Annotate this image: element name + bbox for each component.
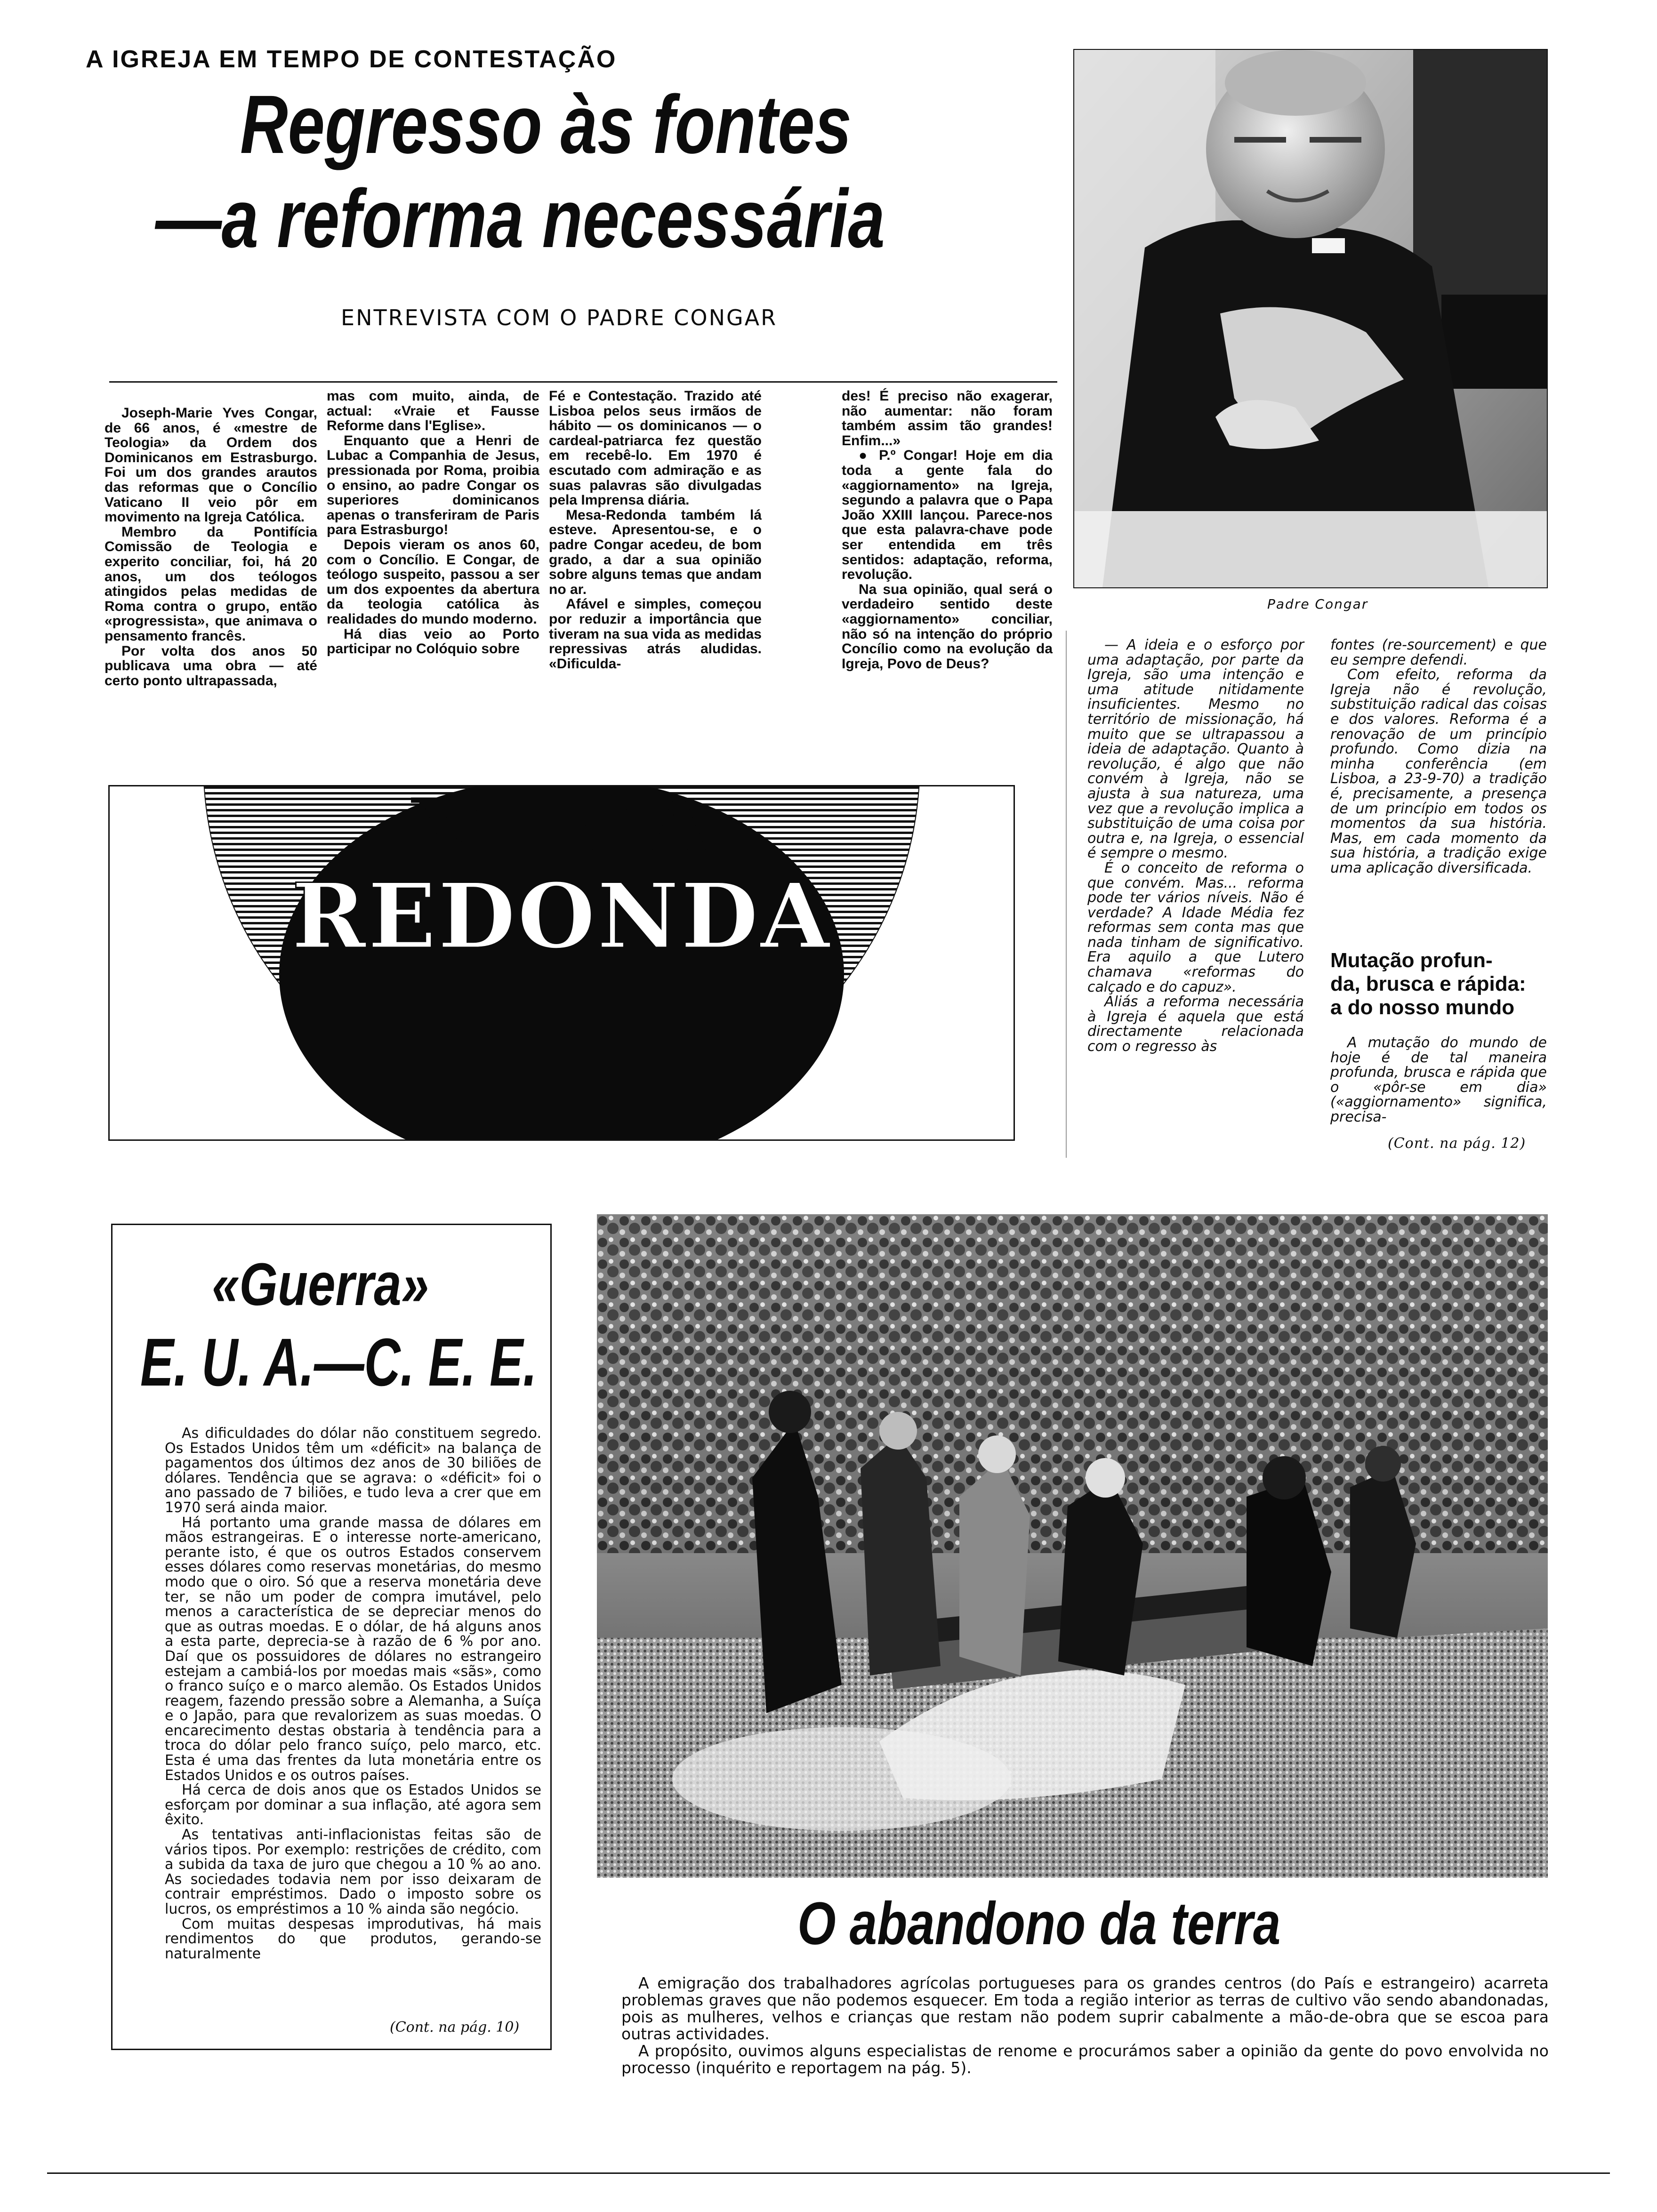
logo-word-mesa: MESA	[407, 785, 716, 884]
header-rule	[109, 381, 1057, 383]
paragraph: mas com muito, ainda, de actual: «Vraie et Fausse Reforme dans l'Eglise».	[327, 388, 539, 434]
congar-intro-col-2	[327, 389, 539, 657]
paragraph: Aliás a reforma necessária à Igreja é aquela que está directamente relacionada com o regresso às	[1087, 994, 1304, 1055]
paragraph: Há dias veio ao Porto participar no Colóquio sobre	[327, 626, 539, 657]
paragraph: Com efeito, reforma da Igreja não é revolução, substituição radical das coisas e dos valores. Reforma é a renovação de um princípio profundo. Como dizia na minha conferência (em Lisboa, a 23-9-70) a tradição é, precisamente, a presença de um princípio em todos os momentos da sua história. Mas, em cada momento da sua história, a tradição exige uma aplicação diversificada.	[1330, 666, 1547, 876]
paragraph: ● P.º Congar! Hoje em dia toda a gente fala do «aggiornamento» na Igreja, segundo a palavra que o Papa João XXIII lançou. Parece-nos que esta palavra-chave pode ser entendida em três sentidos: adaptação, reforma, revolução.	[842, 448, 1053, 583]
subhead-line: Mutação profun-	[1330, 949, 1493, 972]
congar-photo	[1073, 49, 1548, 588]
congar-answer-col-2	[1330, 638, 1547, 876]
paragraph: As dificuldades do dólar não constituem segredo. Os Estados Unidos têm um «déficit» na balança de pagamentos dos últimos dez anos de 30 biliões de dólares. Tendência que se agrava: o «déficit» foi o ano passado de 7 biliões, e tudo leva a crer que em 1970 será ainda maior.	[165, 1425, 541, 1516]
congar-intro-col-3	[549, 389, 762, 671]
headline-line-1: Regresso às fontes	[240, 79, 852, 171]
paragraph: Por volta dos anos 50 publicava uma obra — até certo ponto ultrapassada,	[105, 643, 317, 689]
congar-answer-col-2b	[1330, 1035, 1547, 1125]
divider-vertical	[1066, 631, 1067, 1158]
paragraph: A emigração dos trabalhadores agrícolas portugueses para os grandes centros (do País e estrangeiro) acarreta problemas graves que não podemos esquecer. Em toda a região interior as terras de cultivo vão sendo abandonadas, pois as mulheres, velhos e crianças que restam não podem suprir cabalmente a mão-de-obra que se escoa para outras actividades.	[621, 1974, 1549, 2043]
congar-answer-col-1	[1087, 638, 1304, 1054]
paragraph: A propósito, ouvimos alguns especialistas de renome e procurámos saber a opinião da gente do povo envolvida no processo (inquérito e reportagem na pág. 5).	[621, 2042, 1549, 2077]
congar-intro-col-4	[842, 389, 1053, 671]
subhead-line: da, brusca e rápida:	[1330, 972, 1526, 995]
subhead-line: a do nosso mundo	[1330, 996, 1515, 1019]
paragraph: Mesa-Redonda também lá esteve. Apresentou-se, e o padre Congar acedeu, de bom grado, a dar a sua opinião sobre alguns temas que andam no ar.	[549, 507, 762, 597]
paragraph: Membro da Pontifícia Comissão de Teologia e experito conciliar, foi, há 20 anos, um dos teólogos atingidos pelas medidas de Roma contra o grupo, então «progressista», que animava o pensamento francês.	[105, 524, 317, 644]
kicker: A IGREJA EM TEMPO DE CONTESTAÇÃO	[86, 46, 617, 73]
guerra-title-1: «Guerra»	[212, 1251, 429, 1318]
subtitle: ENTREVISTA COM O PADRE CONGAR	[341, 305, 778, 330]
guerra-title-2: E. U. A.—C. E. E.	[140, 1324, 537, 1400]
logo-word-redonda: REDONDA	[291, 864, 832, 969]
photo-caption: Padre Congar	[1267, 596, 1368, 612]
guerra-continuation: (Cont. na pág. 10)	[390, 2019, 520, 2036]
paragraph: Fé e Contestação. Trazido até Lisboa pelos seus irmãos de hábito — os dominicanos — o cardeal-patriarca fez questão em recebê-lo. Em 1970 é escutado com admiração e as suas palavras são divulgadas pela Imprensa diária.	[549, 388, 762, 508]
paragraph: Enquanto que a Henri de Lubac a Companhia de Jesus, pressionada por Roma, proibia o ensino, ao padre Congar os superiores dominicanos apenas o transferiram de Paris para Estrasburgo!	[327, 433, 539, 538]
mesa-redonda-logo	[108, 785, 1015, 1141]
paragraph: Há cerca de dois anos que os Estados Unidos se esforçam por dominar a sua inflação, até agora sem êxito.	[165, 1782, 541, 1828]
paragraph: fontes (re-sourcement) e que eu sempre defendi.	[1330, 637, 1547, 668]
footer-rule	[47, 2172, 1610, 2174]
congar-continuation: (Cont. na pág. 12)	[1388, 1135, 1526, 1152]
terra-body	[621, 1975, 1549, 2076]
portrait-image	[1074, 50, 1547, 587]
paragraph: Joseph-Marie Yves Congar, de 66 anos, é «mestre de Teologia» da Ordem dos Dominicanos em Estrasburgo. Foi um dos grandes arautos das reformas que o Concílio Vaticano II veio pôr em movimento na Igreja Católica.	[105, 405, 317, 525]
guerra-body	[165, 1426, 541, 1961]
terra-title: O abandono da terra	[797, 1890, 1281, 1957]
congar-subhead	[1330, 949, 1552, 1019]
paragraph: Depois vieram os anos 60, com o Concílio. E Congar, de teólogo suspeito, passou a ser um dos expoentes da abertura da teologia católica às realidades do mundo moderno.	[327, 537, 539, 627]
congar-intro-col-1	[105, 406, 317, 688]
farm-photo	[597, 1214, 1548, 1878]
paragraph: A mutação do mundo de hoje é de tal maneira profunda, brusca e rápida que o «pôr-se em dia» («aggiornamento» significa, precisa-	[1330, 1034, 1547, 1125]
paragraph: Afável e simples, começou por reduzir a importância que tiveram na sua vida as medidas repressivas atrás aludidas. «Dificulda-	[549, 596, 762, 672]
headline-line-2: —a reforma necessária	[155, 173, 885, 265]
farm-workers-image	[597, 1214, 1548, 1878]
paragraph: As tentativas anti-inflacionistas feitas são de vários tipos. Por exemplo: restrições de crédito, com a subida da taxa de juro que chegou a 10 % ao ano. As sociedades todavia nem por isso deixaram de contrair empréstimos. Dado o imposto sobre os lucros, os empréstimos a 10 % ainda são negócio.	[165, 1827, 541, 1917]
paragraph: Há portanto uma grande massa de dólares em mãos estrangeiras. E o interesse norte-americano, perante isto, é que os outros Estados conservem esses dólares como reservas monetárias, do mesmo modo que o oiro. Só que a reserva monetária deve ter, se não um poder de compra imutável, pelo menos a característica de se depreciar menos do que as outras moedas. E o dólar, de há alguns anos a esta parte, deprecia-se à razão de 6 % por ano. Daí que os possuidores de dólares no estrangeiro estejam a cambiá-los por moedas mais «sãs», como o franco suíço e o marco alemão. Os Estados Unidos reagem, fazendo pressão sobre a Alemanha, a Suíça e o Japão, para que revalorizem as suas moedas. O encarecimento destas obstaria à tendência para a troca do dólar pelo franco suíço, pelo marco, etc. Esta é uma das frentes da luta monetária entre os Estados Unidos e os outros países.	[165, 1514, 541, 1784]
paragraph: — A ideia e o esforço por uma adaptação, por parte da Igreja, são uma intenção e uma atitude nitidamente insuficientes. Mesmo no território de missionação, há muito que se ultrapassou a ideia de adaptação. Quanto à revolução, é algo que não convém à Igreja, não se ajusta à sua natureza, uma vez que a revolução implica a substituição de uma coisa por outra e, na Igreja, o essencial é sempre o mesmo.	[1087, 637, 1304, 862]
paragraph: Na sua opinião, qual será o verdadeiro sentido deste «aggiornamento» conciliar, não só na intenção do próprio Concílio como na evolução da Igreja, Povo de Deus?	[842, 581, 1053, 672]
paragraph: Com muitas despesas improdutivas, há mais rendimentos do que produtos, gerando-se naturalmente	[165, 1915, 541, 1962]
paragraph: É o conceito de reforma o que convém. Mas... reforma pode ter vários níveis. Não é verdade? A Idade Média fez reformas sem conta mas que nada tinham de significativo. Era aquilo a que Lutero chamava «reformas do calçado e do capuz».	[1087, 859, 1304, 995]
paragraph: des! É preciso não exagerar, não aumentar: não foram também assim tão grandes! Enfim...»	[842, 388, 1053, 449]
